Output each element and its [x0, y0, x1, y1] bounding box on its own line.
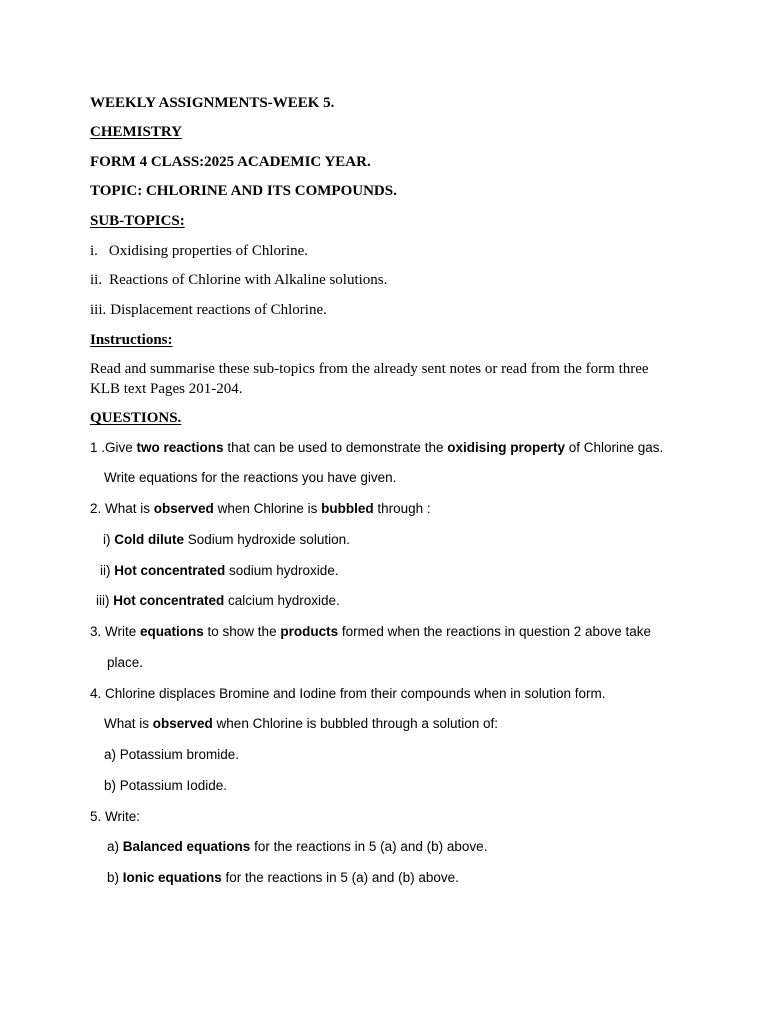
question-text: 3. Write [90, 624, 141, 639]
question-text: when Chlorine is bubbled through a solution of: [212, 716, 498, 731]
subtopic-number: ii. [90, 272, 103, 288]
part-number: ii) [100, 563, 115, 578]
subtopic-text: Displacement reactions of Chlorine. [110, 302, 327, 318]
question-text: 1 .Give [90, 440, 137, 455]
question-text: of Chlorine gas. [564, 440, 664, 455]
question-emphasis: products [280, 624, 339, 639]
question-text: calcium hydroxide. [224, 593, 340, 608]
subtopic-text: Reactions of Chlorine with Alkaline solutions. [109, 272, 388, 288]
question-text: sodium hydroxide. [225, 563, 339, 578]
instructions-heading: Instructions: [90, 332, 173, 348]
question-emphasis: observed [152, 716, 213, 731]
question-text: formed when the reactions in question 2 above take [338, 624, 652, 639]
part-number: a) [107, 839, 123, 854]
part-number: b) [107, 870, 123, 885]
question-emphasis: oxidising property [447, 440, 565, 455]
question-4-line-2 [104, 714, 498, 734]
topic-line: TOPIC: CHLORINE AND ITS COMPOUNDS. [90, 183, 397, 199]
question-emphasis: two reactions [136, 440, 224, 455]
subtopic-number: i. [90, 243, 98, 259]
questions-heading: QUESTIONS. [90, 410, 182, 426]
question-text: for the reactions in 5 (a) and (b) above. [221, 870, 459, 885]
document-title: WEEKLY ASSIGNMENTS-WEEK 5. [90, 95, 335, 111]
question-emphasis: observed [153, 501, 214, 516]
question-5-part-b [107, 868, 459, 888]
question-text: Sodium hydroxide solution. [184, 532, 350, 547]
subject-heading: CHEMISTRY [90, 124, 182, 140]
question-emphasis: Balanced equations [122, 839, 251, 854]
subtopic-item [90, 270, 387, 290]
question-5-part-a [107, 837, 487, 857]
question-emphasis: Ionic equations [122, 870, 222, 885]
subtopic-item [90, 300, 327, 320]
question-4-option-a: a) Potassium bromide. [104, 747, 240, 762]
question-emphasis: Cold dilute [114, 532, 184, 547]
question-4: 4. Chlorine displaces Bromine and Iodine from their compounds when in solution form. [90, 686, 606, 701]
question-3 [90, 622, 651, 642]
subtopic-text: Oxidising properties of Chlorine. [108, 243, 309, 259]
question-2 [90, 499, 431, 519]
subtopic-number: iii. [90, 302, 107, 318]
question-text: to show the [203, 624, 281, 639]
question-2-part-i [103, 530, 350, 550]
question-text: 2. What is [90, 501, 154, 516]
question-text: that can be used to demonstrate the [223, 440, 448, 455]
question-1 [90, 438, 663, 458]
subtopics-heading: SUB-TOPICS: [90, 213, 185, 229]
question-emphasis: Hot concentrated [113, 593, 225, 608]
question-1-line-2: Write equations for the reactions you have given. [104, 470, 397, 485]
question-4-option-b: b) Potassium Iodide. [104, 778, 228, 793]
question-3-line-2: place. [107, 655, 144, 670]
part-number: i) [103, 532, 115, 547]
question-emphasis: Hot concentrated [114, 563, 226, 578]
question-emphasis: bubbled [321, 501, 374, 516]
question-text: for the reactions in 5 (a) and (b) above. [250, 839, 488, 854]
instructions-text: Read and summarise these sub-topics from the already sent notes or read from the form three KLB text Pages 201-204. [90, 361, 649, 397]
question-2-part-iii [96, 591, 340, 611]
question-text: through : [373, 501, 431, 516]
question-5: 5. Write: [90, 809, 141, 824]
question-text: when Chlorine is [213, 501, 322, 516]
question-text: What is [104, 716, 153, 731]
question-emphasis: equations [140, 624, 204, 639]
question-2-part-ii [100, 561, 339, 581]
subtopic-item [90, 241, 308, 261]
part-number: iii) [96, 593, 114, 608]
form-class-line: FORM 4 CLASS:2025 ACADEMIC YEAR. [90, 154, 371, 170]
